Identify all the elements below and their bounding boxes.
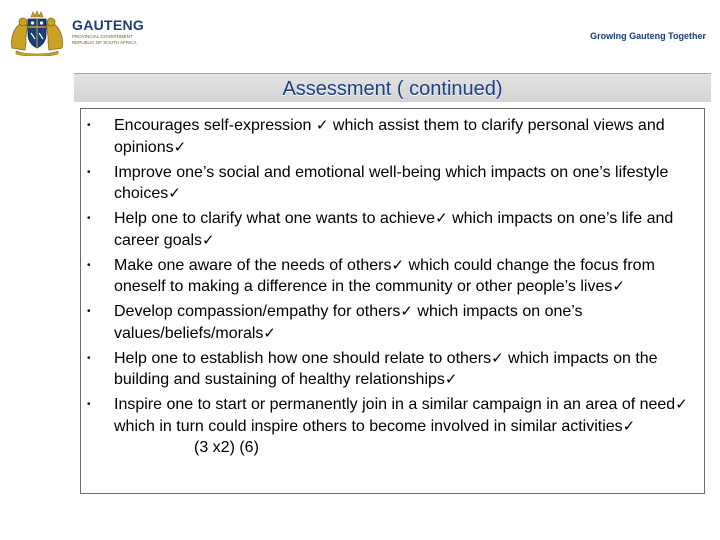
brand-subtitle: PROVINCIAL GOVERNMENT: [72, 34, 133, 39]
list-item: [81, 162, 696, 205]
bullet-icon: •: [87, 120, 91, 131]
bullet-icon: •: [87, 306, 91, 317]
checkmark-icon: ✓: [612, 277, 625, 295]
checkmark-icon: ✓: [173, 137, 187, 156]
checkmark-icon: ✓: [315, 116, 329, 134]
bullet-text: Inspire one to start or permanently join in a similar campaign in an area of need: [114, 396, 676, 413]
slide-title: Assessment ( continued): [282, 78, 503, 100]
content-box: [80, 108, 705, 494]
bullet-text-cont: which could change the focus from oneself to making a difference in the community or other people’s lives: [114, 256, 655, 295]
checkmark-icon: ✓: [263, 323, 276, 342]
bullet-icon: •: [87, 166, 91, 178]
title-band: [74, 73, 711, 103]
checkmark-icon: ✓: [400, 302, 413, 320]
list-item: [81, 348, 696, 391]
bullet-text: Help one to clarify what one wants to achieve: [114, 210, 436, 227]
header: [0, 0, 720, 66]
checkmark-icon: ✓: [675, 395, 688, 413]
bullet-text-cont: which impacts on one’s life and career goals: [114, 210, 674, 249]
bullet-text-cont: which in turn could inspire others to become involved in similar activities: [114, 417, 623, 435]
list-item: [81, 301, 696, 344]
checkmark-icon: ✓: [622, 416, 636, 435]
checkmark-icon: ✓: [444, 370, 458, 388]
bullet-text-cont: which impacts on one’s values/beliefs/morals: [114, 303, 583, 342]
coat-of-arms-icon: [8, 8, 66, 56]
bullet-text-cont: which assist them to clarify personal views and opinions: [114, 117, 665, 156]
tagline: Growing Gauteng Together: [590, 31, 706, 41]
bullet-text: Encourages self-expression: [114, 117, 312, 134]
brand-subtitle-2: REPUBLIC OF SOUTH AFRICA: [72, 39, 137, 45]
marks-allocation: (3 x2) (6): [194, 439, 259, 456]
list-item: [81, 255, 696, 298]
checkmark-icon: ✓: [168, 184, 181, 202]
checkmark-icon: ✓: [491, 348, 504, 367]
bullet-icon: •: [87, 213, 91, 224]
brand-name: GAUTENG: [72, 17, 145, 33]
bullet-list: [81, 109, 704, 459]
bullet-text: Make one aware of the needs of others: [114, 256, 392, 274]
bullet-icon: •: [87, 259, 91, 271]
bullet-text: Develop compassion/empathy for others: [114, 303, 401, 320]
bullet-icon: •: [87, 399, 91, 410]
list-item: [81, 208, 696, 251]
checkmark-icon: ✓: [202, 230, 215, 249]
checkmark-icon: ✓: [435, 209, 448, 227]
bullet-text: Help one to establish how one should relate to others: [114, 349, 492, 367]
bullet-icon: •: [87, 352, 91, 364]
brand-logo: [72, 18, 162, 45]
bullet-text: Improve one’s social and emotional well-being which impacts on one’s lifestyle choices: [114, 163, 669, 202]
list-item: [81, 394, 696, 459]
checkmark-icon: ✓: [391, 255, 405, 274]
list-item: [81, 115, 696, 158]
bullet-text-cont: which impacts on the building and sustaining of healthy relationships: [114, 349, 658, 388]
